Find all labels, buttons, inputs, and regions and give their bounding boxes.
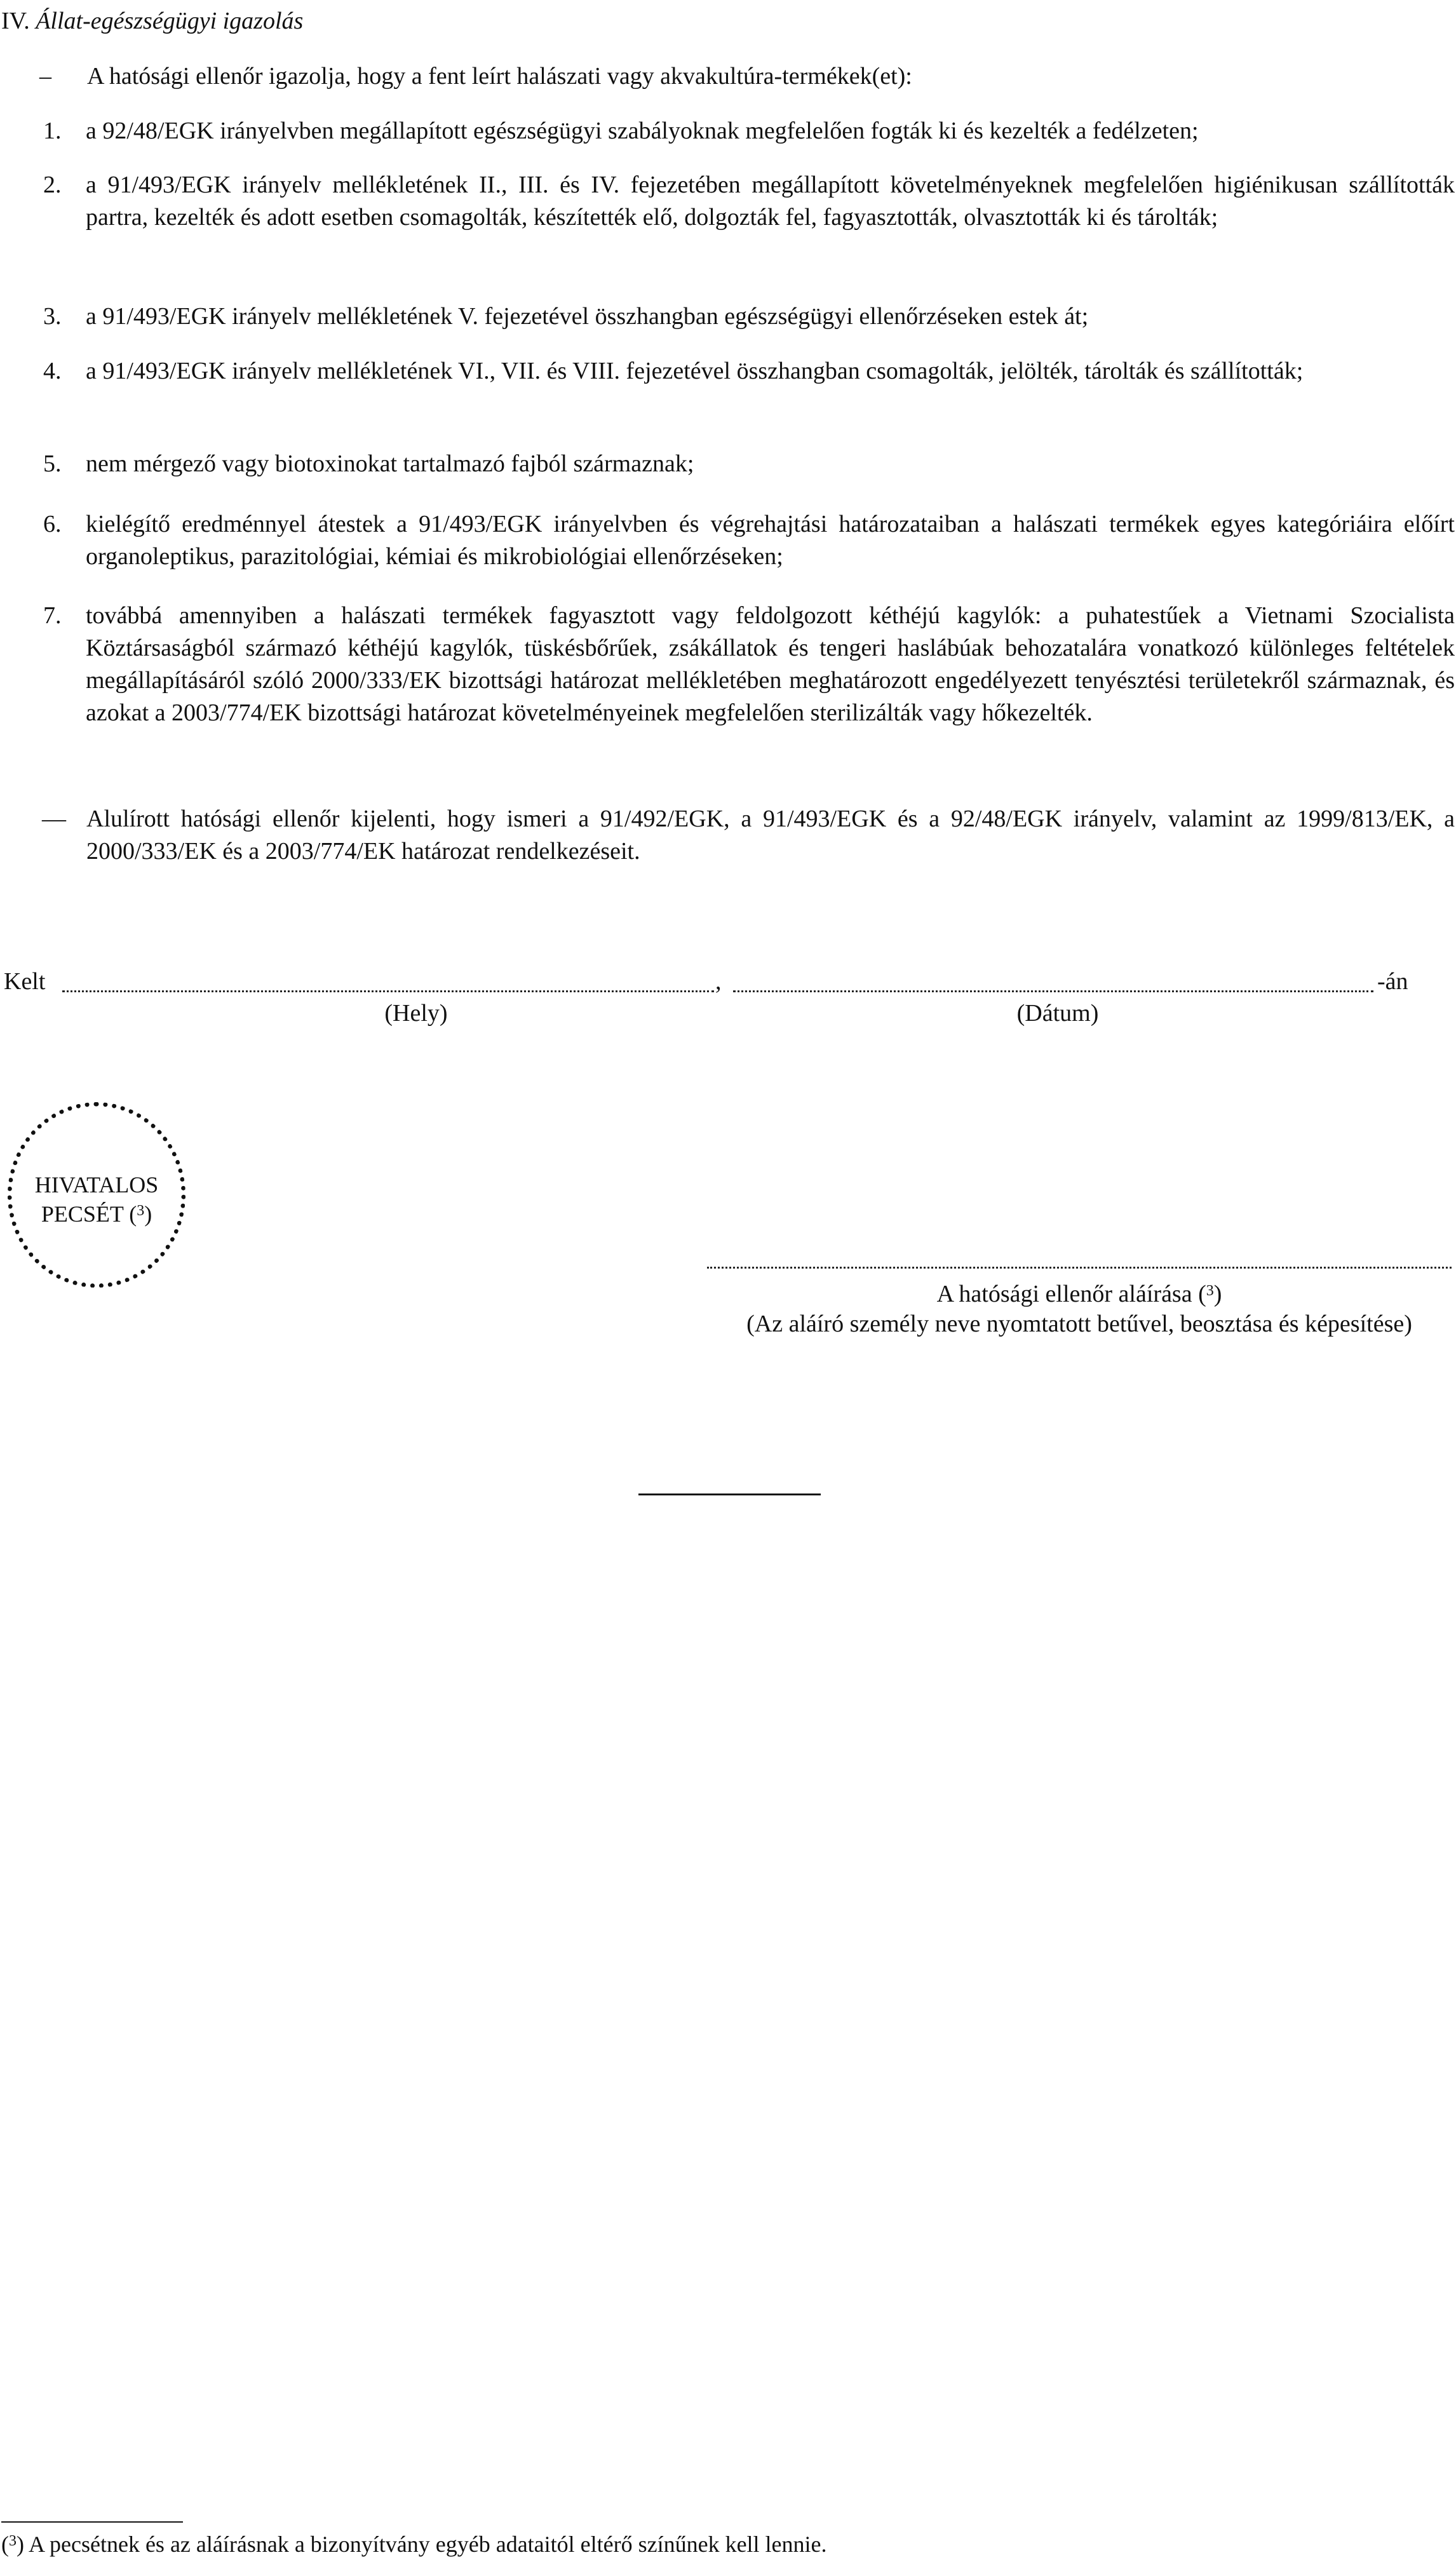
signature-subcaption: (Az aláíró személy neve nyomtatott betűvel, beosztása és képesítése) <box>746 1311 1412 1337</box>
list-item-4 <box>43 355 1455 388</box>
date-suffix: -án <box>1377 968 1408 995</box>
list-item-text: a 91/493/EGK irányelv mellékletének V. fejezetével összhangban egészségügyi ellenőrzéseken estek át; <box>86 303 1089 330</box>
list-item-number: 3. <box>43 303 62 330</box>
section-heading <box>1 5 303 37</box>
footnote-rule <box>1 2521 183 2523</box>
list-item-number: 7. <box>43 602 62 629</box>
list-item-text: kielégítő eredménnyel átestek a 91/493/EGK irányelvben és végrehajtási határozataiban a halászati termékek egyes kategóriáira előírt organoleptikus, parazitológiai, kémiai és mikrobiológiai ellenőrzéseken; <box>86 511 1455 570</box>
list-item-7 <box>43 600 1455 729</box>
date-caption: (Dátum) <box>1016 1000 1099 1027</box>
stamp-footnote-ref: 3 <box>137 1203 145 1219</box>
list-item-text: a 92/48/EGK irányelvben megállapított egészségügyi szabályoknak megfelelően fogták ki és kezelték a fedélzeten; <box>86 118 1199 144</box>
official-stamp-circle <box>8 1102 185 1288</box>
signature-close-paren: ) <box>1213 1281 1222 1307</box>
place-date-row <box>4 966 1456 999</box>
stamp-line-1: HIVATALOS <box>34 1172 159 1197</box>
list-item-2 <box>43 169 1455 234</box>
list-item-number: 5. <box>43 450 62 477</box>
list-item-number: 1. <box>43 118 62 144</box>
list-item-text: a 91/493/EGK irányelv mellékletének II., III. és IV. fejezetében megállapított követelményeknek megfelelően higiénikusan szállították partra, kezelték és adott esetben csomagolták, készítették elő, dolgozták fel, fagyasztották, olvasztották ki és tárolták; <box>86 172 1455 231</box>
kelt-label: Kelt <box>4 968 46 995</box>
section-separator <box>638 1493 821 1495</box>
intro-dash: – <box>39 63 51 90</box>
list-item-5 <box>43 448 1455 480</box>
comma-separator: , <box>715 968 722 995</box>
list-item-number: 4. <box>43 358 62 384</box>
stamp-line-2: PECSÉT ( <box>41 1201 137 1227</box>
footnote-close-paren: ) <box>17 2532 24 2557</box>
list-item-text: a 91/493/EGK irányelv mellékletének VI., VII. és VIII. fejezetével összhangban csomagolták, jelölték, tárolták és szállították; <box>86 358 1304 384</box>
section-title: Állat-egészségügyi igazolás <box>36 8 304 34</box>
declaration-dash: — <box>42 806 66 832</box>
list-item-3 <box>43 300 1455 333</box>
list-item-text: nem mérgező vagy biotoxinokat tartalmazó fajból származnak; <box>86 450 694 477</box>
stamp-label <box>12 1170 181 1229</box>
signature-footnote-ref: 3 <box>1206 1283 1214 1299</box>
footnote-text: A pecsétnek és az aláírásnak a bizonyítvány egyéb adataitól eltérő színűnek kell lennie. <box>29 2532 827 2557</box>
place-caption: (Hely) <box>384 1000 448 1027</box>
intro-paragraph <box>39 60 1437 93</box>
list-item-number: 2. <box>43 172 62 198</box>
list-item-number: 6. <box>43 511 62 537</box>
signature-caption-text: A hatósági ellenőr aláírása ( <box>936 1281 1206 1307</box>
signature-line <box>707 1267 1452 1269</box>
footnote <box>1 2530 827 2559</box>
footnote-ref: 3 <box>9 2533 17 2549</box>
list-item-text: továbbá amennyiben a halászati termékek fagyasztott vagy feldolgozott kéthéjú kagylók: a puhatestűek a Vietnami Szocialista Köztársaságból származó kéthéjú kagylók, tüskésbőrűek, zsákállatok és tengeri haslábúak behozatalára vonatkozó különleges feltételek megállapításáról szóló 2000/333/EK bizottsági határozat mellékletében meghatározott engedélyezett tenyésztési területekről származnak, és azokat a 2003/774/EK bizottsági határozat követelményeinek megfelelően sterilizálták vagy hőkezelték. <box>86 602 1455 726</box>
section-number: IV. <box>1 8 30 34</box>
list-item-6 <box>43 508 1455 573</box>
footnote-open-paren: ( <box>1 2532 9 2557</box>
declaration-paragraph <box>42 803 1455 868</box>
intro-text: A hatósági ellenőr igazolja, hogy a fent leírt halászati vagy akvakultúra-termékek(et): <box>87 63 912 90</box>
declaration-text: Alulírott hatósági ellenőr kijelenti, hogy ismeri a 91/492/EGK, a 91/493/EGK és a 92/48/EGK irányelv, valamint az 1999/813/EK, a 2000/333/EK és a 2003/774/EK határozat rendelkezéseit. <box>86 806 1455 865</box>
list-item-1 <box>43 115 1455 147</box>
stamp-close-paren: ) <box>144 1201 152 1227</box>
place-field-line <box>62 990 714 992</box>
date-field-line <box>733 990 1373 992</box>
signature-caption <box>707 1278 1452 1311</box>
